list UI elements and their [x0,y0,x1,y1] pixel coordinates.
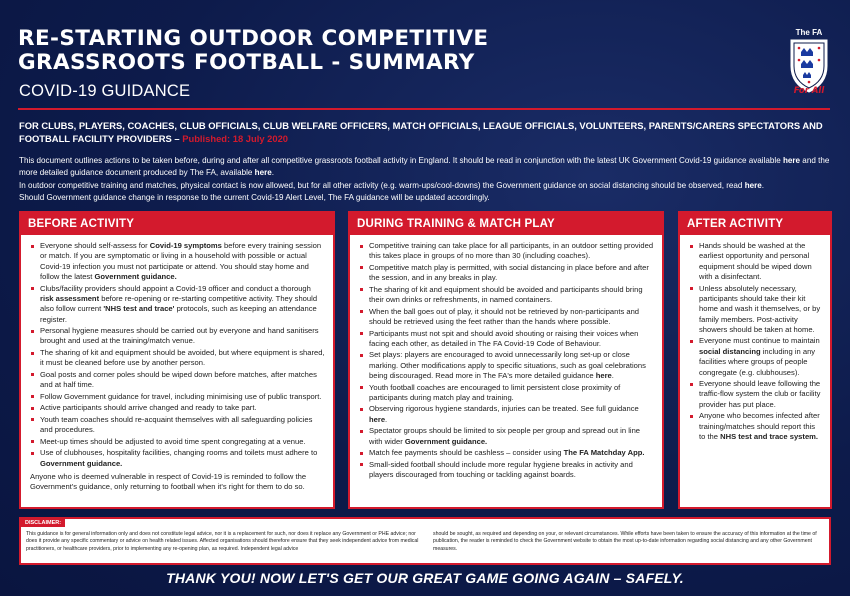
item-text: before every training session or match. If you are symptomatic or living in a household with possible or actual Covid-19 infection you must not participate or attend. You should stay home and follow the latest [40,241,322,282]
item-text: before re-opening or re-starting competitive activity. They should also follow current [40,293,318,314]
list-item [369,448,654,458]
item-text: Set plays: players are encouraged to avoid unnecessarily long set-up or close marking. Other modifications apply to specific situations, such as goal celebrations being discouraged. Read more in The FA's more detailed guidance [369,350,646,381]
intro-p1-c: . [271,168,274,178]
item-text: Everyone must continue to maintain [699,336,820,346]
list-item: Unless absolutely necessary, participants should take their kit home and wash it themselves, or by family members. Post-activity showers should be taken at home. [699,283,821,334]
published-date: Published: 18 July 2020 [182,133,288,144]
government-guidance-link[interactable]: Government guidance. [404,436,488,446]
list-item: Active participants should arrive changed and ready to take part. [40,403,325,413]
list-item: Goal posts and corner poles should be wiped down before matches, after matches and at half time. [40,370,325,391]
government-guidance-link[interactable]: Government guidance. [94,272,177,282]
item-text: . [611,371,614,381]
item-text: Everyone should self-assess for [40,241,150,250]
list-item: Everyone should leave following the traffic-flow system the club or facility provider has put place. [699,379,821,409]
matchday-app-link[interactable]: The FA Matchday App. [563,448,645,458]
item-text: . [385,414,388,424]
list-item [40,284,325,325]
intro-p1-a: This document outlines actions to be taken before, during and after all competitive grassroots football activity in England. It should be read in conjunction with the latest UK Government Covid-19 guidance available [19,156,783,165]
thank-you-banner: THANK YOU! NOW LET'S GET OUR GREAT GAME GOING AGAIN – SAFELY. [166,570,684,586]
social-distancing-link[interactable]: social distancing [699,346,761,356]
item-text: Anyone who becomes infected after training/matches should report this to the [699,411,820,441]
list-item: Meet-up times should be adjusted to avoid time spent congregating at a venue. [40,437,325,447]
after-activity-panel [678,211,832,509]
nhs-test-trace-link[interactable]: NHS test and trace system. [720,431,819,441]
before-activity-list [21,235,333,469]
list-item: Competitive training can take place for all participants, in an outdoor setting provided this takes place in groups of no more than 30 (including coaches). [369,241,654,261]
item-text: Use of clubhouses, hospitality facilities, changing rooms and toilets must adhere to [40,448,318,458]
list-item: When the ball goes out of play, it should not be retrieved by non-participants and should be retrieved using the feet rather than the hands where possible. [369,307,654,328]
list-item: Personal hygiene measures should be carried out by everyone and hand sanitisers brought and used at the training/match venue. [40,326,325,347]
list-item: Participants must not spit and should avoid shouting or raising their voices when facing each other, as detailed in The FA Covid-19 Code of Behaviour. [369,329,654,350]
disclaimer-text-left: This guidance is for general information only and does not constitute legal advice, nor it is a replacement for such, nor does it replace any Government or PHE advice; nor does it provide any specific commentary or advice on health related issues. Affected organisations should therefore ensure that they seek independent advice from medical practitioners, or healthcare providers, prior to implementing any re-opening plan, as required. Independent legal advice [26,531,419,552]
title-divider [18,108,830,110]
list-item [699,411,822,442]
list-item [699,336,822,377]
before-activity-panel [19,211,335,509]
disclaimer-text-right: should be sought, as required and depending on your, or relevant circumstances. While efforts have been taken to ensure the accuracy of this information at the time of publication, the reader is reminded to check the Government website to obtain the most up-to-date information regarding social distancing and any other Government measures. [433,531,817,552]
list-item [369,404,654,425]
intro-paragraph-3: Should Government guidance change in response to the current Covid-19 Alert Level, The FA guidance will be updated accordingly. [19,192,490,202]
list-item [40,241,325,282]
list-item: Youth football coaches are encouraged to limit persistent close proximity of participants during match play and training. [369,383,654,404]
item-text: Clubs/facility providers should appoint a Covid-19 officer and conduct a thorough [40,283,311,293]
list-item: Competitive match play is permitted, with social distancing in place before and after the session, and in any breaks in play. [369,263,654,284]
item-text: Observing rigorous hygiene standards, injuries can be treated. See full guidance [369,404,639,414]
disclaimer-box [19,517,831,565]
during-activity-panel [348,211,664,509]
vulnerable-note: Anyone who is deemed vulnerable in respect of Covid-19 is reminded to follow the Government's guidance, only returning to football when it's right for them to do so. [30,472,307,492]
fa-guidance-link[interactable]: here [254,168,272,178]
nhs-test-trace-link[interactable]: 'NHS test and trace' [103,304,175,314]
svg-text:The FA: The FA [795,28,823,37]
intro-text [19,155,831,204]
for-all-tagline: For All [793,86,825,96]
covid-symptoms-link[interactable]: Covid-19 symptoms [149,241,222,250]
intro-p1-b: and the more detailed guidance document produced by The FA, available [19,156,830,178]
social-distancing-link[interactable]: here [744,180,762,190]
page-title: RE-STARTING OUTDOOR COMPETITIVE GRASSROOTS FOOTBALL - SUMMARY [18,26,489,75]
after-activity-heading: AFTER ACTIVITY [680,213,830,235]
government-guidance-link[interactable]: here [782,156,801,165]
risk-assessment-link[interactable]: risk assessment [40,293,100,303]
list-item [40,448,325,469]
before-activity-heading: BEFORE ACTIVITY [21,213,333,235]
audience-statement [19,119,831,145]
intro-paragraph-2 [19,180,831,192]
intro-paragraph-1 [19,155,831,180]
list-item: Youth team coaches should re-acquaint themselves with all safeguarding policies and procedures. [40,415,325,436]
list-item: The sharing of kit and equipment should be avoided and participants should bring their own drinks or refreshments, in named containers. [369,285,654,306]
list-item: Hands should be washed at the earliest opportunity and personal equipment should be wiped down with a disinfectant. [699,241,822,282]
intro-p2-a: In outdoor competitive training and matches, physical contact is now allowed, but for all other activity (e.g. warm-ups/cool-downs) the Government guidance on social distancing should be observed, read [19,180,745,190]
list-item: Small-sided football should include more regular hygiene breaks in activity and players discouraged from touching or tackling against boards. [369,460,654,481]
item-text: including in any facilities where groups of people congregate (e.g. clubhouses). [699,346,816,377]
during-activity-heading: DURING TRAINING & MATCH PLAY [350,213,662,235]
set-plays-guidance-link[interactable]: here [595,371,612,381]
audience-text: FOR CLUBS, PLAYERS, COACHES, CLUB OFFICIALS, CLUB WELFARE OFFICERS, MATCH OFFICIALS, LEAGUE OFFICIALS, VOLUNTEERS, PARENTS/CARERS SPECTATORS AND FOOTBALL FACILITY PROVIDERS – [19,120,823,144]
list-item [369,350,654,381]
page-subtitle: COVID-19 GUIDANCE [19,82,191,100]
list-item: Follow Government guidance for travel, including minimising use of public transport. [40,392,325,402]
government-guidance-link[interactable]: Government guidance. [40,458,123,468]
disclaimer-heading: DISCLAIMER: [21,519,65,527]
list-item [369,426,654,447]
item-text: protocols, such as keeping an attendance register. [40,304,317,324]
intro-p2-b: . [761,180,765,190]
during-activity-list [350,235,662,480]
injury-guidance-link[interactable]: here [369,414,386,424]
list-item: The sharing of kit and equipment should be avoided, but where equipment is shared, it must be cleaned before use by another person. [40,348,325,368]
after-activity-list [680,235,830,442]
item-text: Match fee payments should be cashless – consider using [369,448,564,458]
item-text: Spectator groups should be limited to six people per group and spread out in line with wider [369,426,641,446]
